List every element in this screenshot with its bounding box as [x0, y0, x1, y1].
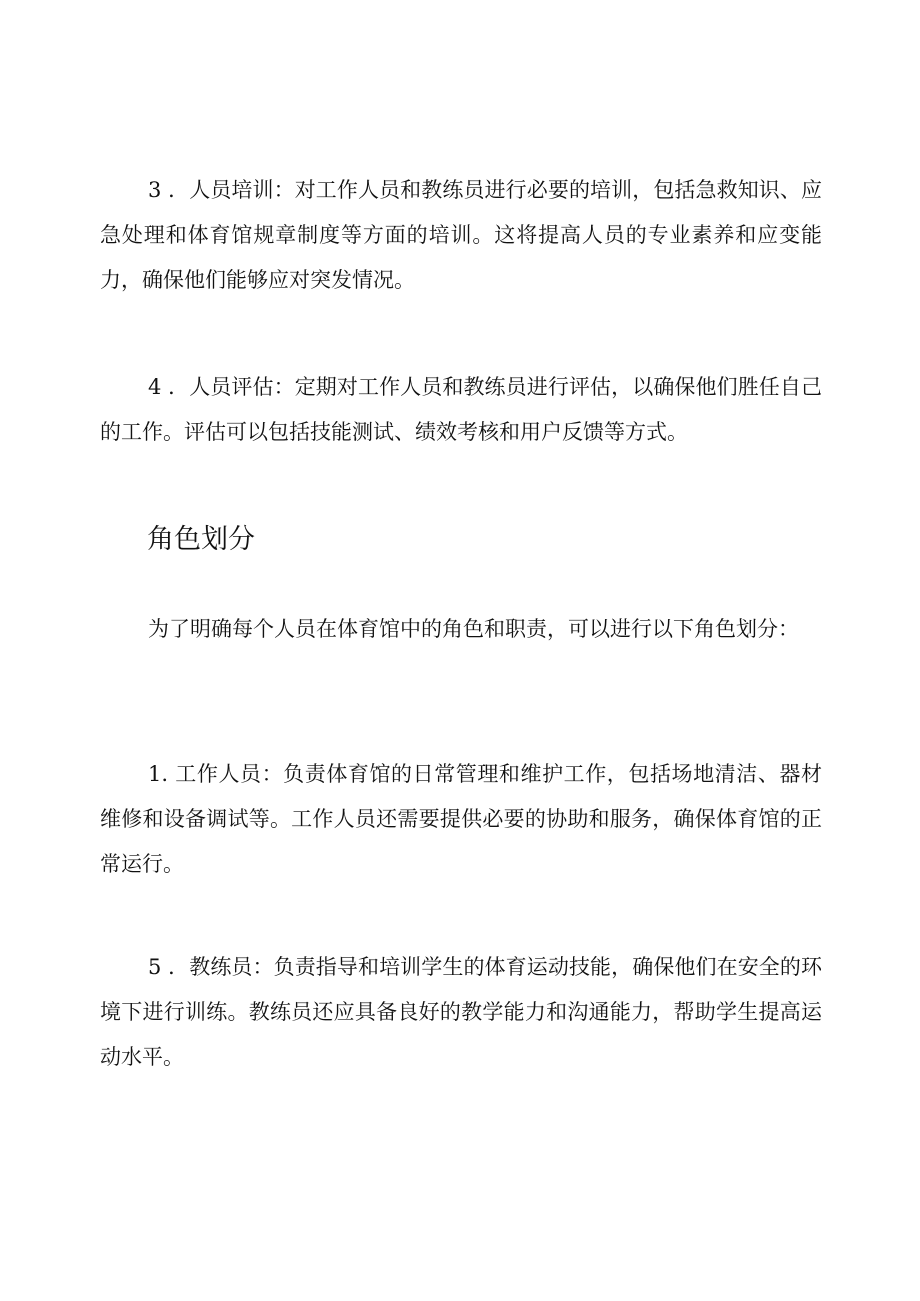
- paragraph-role-coach: [100, 945, 822, 1080]
- paragraph-text: 1. 工作人员：负责体育馆的日常管理和维护工作，包括场地清洁、器材维修和设备调试等。工作人员还需要提供必要的协助和服务，确保体育馆的正常运行。: [100, 762, 822, 876]
- paragraph-role-intro: [100, 607, 822, 652]
- paragraph-text: 3 ．人员培训：对工作人员和教练员进行必要的培训，包括急救知识、应急处理和体育馆规章制度等方面的培训。这将提高人员的专业素养和应变能力，确保他们能够应对突发情况。: [100, 178, 822, 292]
- paragraph-staff-training: [100, 168, 822, 303]
- paragraph-text: 4 ．人员评估：定期对工作人员和教练员进行评估，以确保他们胜任自己的工作。评估可以包括技能测试、绩效考核和用户反馈等方式。: [100, 375, 822, 444]
- paragraph-role-staff: [100, 752, 822, 887]
- paragraph-text: 为了明确每个人员在体育馆中的角色和职责，可以进行以下角色划分：: [148, 617, 799, 641]
- paragraph-staff-evaluation: [100, 365, 822, 455]
- section-heading: 角色划分: [147, 524, 255, 555]
- paragraph-text: 5 ．教练员：负责指导和培训学生的体育运动技能，确保他们在安全的环境下进行训练。教练员还应具备良好的教学能力和沟通能力，帮助学生提高运动水平。: [100, 955, 822, 1069]
